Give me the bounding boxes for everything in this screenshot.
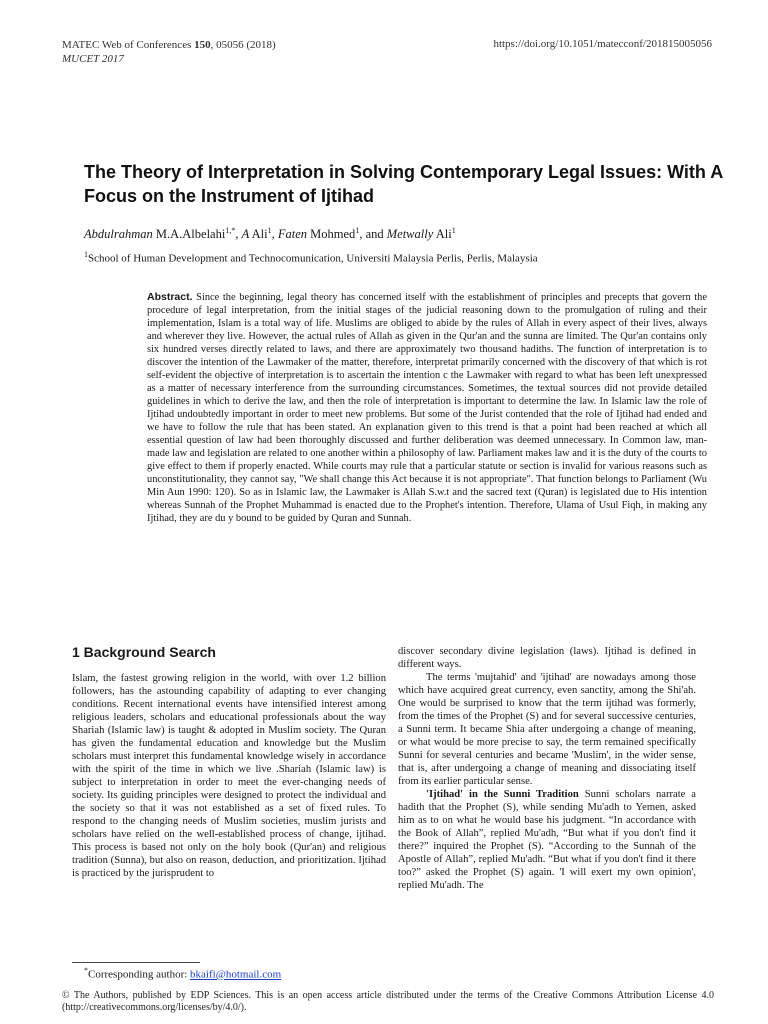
author-1-name: M.A.Albelahi — [152, 227, 226, 242]
footnote-divider — [72, 962, 200, 963]
author-1-affil-mark: 1,* — [225, 226, 236, 235]
author-4-name: Ali — [433, 227, 452, 242]
paragraph: Islam, the fastest growing religion in the world, with over 1.2 billion followers, has the astounding capability of adapting to ever changing conditions. Recent international events have intensified interest among religious leaders, scholars and educational professionals about the way Shariah (Islamic law) is taught & adopted in Muslim society. The Quran has given the fundamental education and knowledge but the Muslim scholars must interpret this fundamental knowledge wisely in accordance with the spirit of the time in which we live .Shariah (Islamic law) is subject to interpretation in order to meet the ever-changing needs of society. Its guiding principles were designed to protect the individual and the society so that it was not established as a set of fixed rules. To respond to the changing needs of Muslim societies, muslim jurists and scholars have relied on the well-established process of change, ijtihad. This process is based not only on the holy book (Qur'an) and religious tradition (Sunna), but also on reason, deduction, and prioritization. Ijtihad is practiced by the jurisprudent to — [72, 673, 386, 879]
author-2-affil-mark: 1 — [267, 226, 272, 235]
section-heading: 1 Background Search — [72, 644, 216, 660]
footnote-mark: * — [84, 966, 88, 975]
paragraph: The terms 'mujtahid' and 'ijtihad' are nowadays among those which have acquired great currency, even sanctity, among the Shi'ah. One would be surprised to know that the term ijtihad was formerly, from the times of the Prophet (S) and for several successive centuries, a Sunni term. It became Shia after undergoing a change of meaning, or what would be more precise to say, the term remained specifically Sunni for several centuries and became 'Muslim', in the wider sense, that is, after undergoing a change of meaning and dissociating itself from its earlier particular sense. — [398, 672, 696, 787]
author-4-given: Metwally — [386, 227, 434, 242]
author-2-name: Ali — [249, 227, 268, 242]
paragraph-text: Sunni scholars narrate a hadith that the Prophet (S), while sending Mu'adh to Yemen, asked him as to on what he would base his judgment. “In accordance with the Book of Allah”, replied Mu'adh, “But what if you don't find it there?” inquired the Prophet (S). “According to the Sunnah of the Apostle of Allah”, replied Mu'adh. “But what if you don't find it there too?” asked the Prophet (S) again. 'I will exert my own opinion', replied Mu'adh. The — [398, 789, 696, 891]
author-4-affil-mark: 1 — [451, 226, 456, 235]
journal-name: MATEC Web of Conferences — [62, 39, 195, 51]
author-list — [84, 226, 456, 242]
paper-title: The Theory of Interpretation in Solving Contemporary Legal Issues: With A Focus on the Instrument of Ijtihad — [84, 162, 723, 206]
footnote-label: Corresponding author: — [88, 968, 191, 981]
footnote — [84, 966, 281, 981]
journal-citation — [62, 38, 276, 52]
author-2-given: A — [241, 227, 250, 242]
license-statement: © The Authors, published by EDP Sciences. This is an open access article distributed under the terms of the Creative Commons Attribution License 4.0 (http://creativecommons.org/licenses/by/4.0/). — [62, 990, 714, 1013]
left-column — [72, 672, 386, 880]
doi-link[interactable]: https://doi.org/10.1051/matecconf/201815005056 — [493, 38, 712, 50]
conference-name: MUCET 2017 — [62, 53, 124, 65]
article-number: , 05056 (2018) — [210, 39, 276, 51]
abstract — [147, 291, 707, 525]
author-separator: , — [271, 227, 278, 242]
author-separator: , — [235, 227, 242, 242]
author-1-given: Abdulrahman — [84, 227, 153, 242]
author-3-given: Faten — [277, 227, 308, 242]
journal-volume: 150 — [194, 39, 211, 51]
abstract-label: Abstract. — [147, 291, 193, 303]
author-separator: , and — [359, 227, 387, 242]
paragraph: discover secondary divine legislation (laws). Ijtihad is defined in different ways. — [398, 646, 696, 670]
author-3-name: Mohmed — [307, 227, 356, 242]
author-3-affil-mark: 1 — [355, 226, 360, 235]
paragraph — [398, 788, 696, 892]
journal-header — [62, 38, 276, 66]
abstract-text: Since the beginning, legal theory has concerned itself with the establishment of principles and precepts that govern the procedure of legal interpretation, from the initial stages of the judicial reasoning down to the promulgation of ruling and their implementation, Islam is a total way of life. Muslims are obliged to abide by the rules of Allah in every aspect of their lives, always and wherever they live. However, the actual rules of Allah as given in the Qur'an and the sunna are limited. The Qur'an contains only six hundred verses directly related to laws, and there are approximately two thousand hadiths. The function of interpretation is to discover the intention of the Lawmaker of the matter, therefore, interpretat primarily concerned with the discovery of that which is rot self-evident the objective of interpretation is to ascertain the intention c the Lawmaker with regard to what has been left unexpressed as a matter of necessary interference from the surrounding circumstances. Sometimes, the textual sources did not provide detailed guidelines in which to derive the law, and then the role of interpretation is important to determine the law. In Islamic law the role of Ijtihad undoubtedly important in order to meet new problems. But some of the Jurist contended that the role of Ijtihad had ended and we have to follow the rule that has been stated. An explanation given to this trend is that a point had been reached at which all essential question of law had been thoroughly discussed and further deliberation was deemed unnecessary. In Common law, man-made law and legislation are related to one another within a philosophy of law. Parliament makes law and it is the duty of the courts to give effect to them if properly enacted. While courts may rule that a particular statute or section is invalid for various reasons such as unconstitutionality, they cannot say, "We shall change this Act because it is not appropriate". That function belongs to Parliament (Wu Min Aun 1990: 120). So as in Islamic law, the Lawmaker is Allah S.w.t and the sacred text (Quran) is legislated due to His intention whereas Sunnah of the Prophet Muhammad is enacted due to the Prophet's intention. Therefore, Ulama of Usul Fiqh, in making any Ijtihad, they are du y bound to be guided by Quran and Sunnah. — [147, 292, 707, 524]
affiliation-mark: 1 — [84, 250, 88, 259]
affiliation-text: School of Human Development and Technocomunication, Universiti Malaysia Perlis, Perlis, Malaysia — [88, 252, 538, 265]
right-column — [398, 645, 696, 892]
subsection-heading: 'Ijtihad' in the Sunni Tradition — [426, 789, 579, 800]
author-email-link[interactable]: bkaifi@hotmail.com — [190, 968, 282, 981]
affiliation — [84, 250, 538, 265]
